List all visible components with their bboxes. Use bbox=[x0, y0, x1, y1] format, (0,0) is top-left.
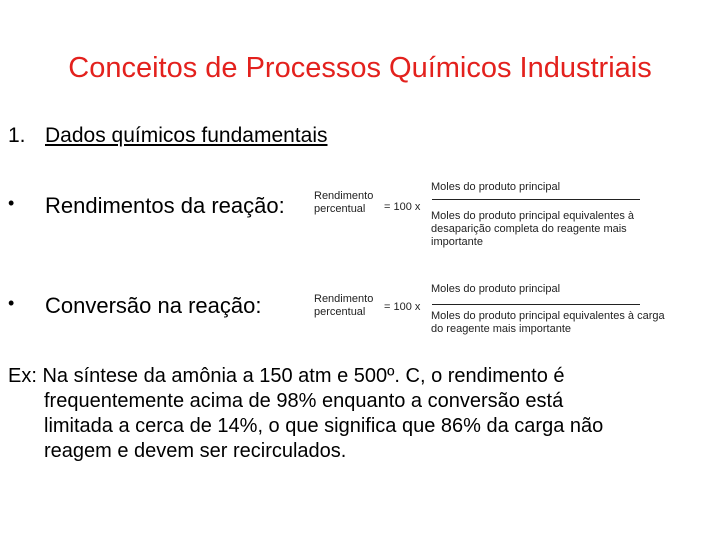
formula-lhs-line1: Rendimento bbox=[314, 190, 374, 202]
section-number: 1. bbox=[8, 124, 26, 147]
section-heading bbox=[8, 124, 328, 148]
section-text: Dados químicos fundamentais bbox=[45, 124, 328, 147]
formula-lhs-line1: Rendimento bbox=[314, 293, 374, 305]
formula-lhs-line2: percentual bbox=[314, 306, 366, 318]
formula-equals: = 100 x bbox=[384, 201, 421, 213]
slide-title: Conceitos de Processos Químicos Industriais bbox=[68, 52, 652, 84]
formula-lhs-line2: percentual bbox=[314, 203, 366, 215]
example-line: Ex: Na síntese da amônia a 150 atm e 500º. C, o rendimento é bbox=[8, 365, 565, 387]
formula-numerator: Moles do produto principal bbox=[431, 181, 561, 193]
example-line: frequentemente acima de 98% enquanto a conversão está bbox=[44, 390, 564, 412]
bullet-label: Rendimentos da reação: bbox=[45, 193, 285, 218]
fraction-bar bbox=[432, 199, 640, 200]
bullet-marker: • bbox=[8, 193, 15, 213]
example-paragraph bbox=[8, 364, 708, 464]
bullet-marker: • bbox=[8, 293, 15, 313]
example-line: limitada a cerca de 14%, o que significa que 86% da carga não bbox=[44, 415, 604, 437]
formula-lhs bbox=[314, 190, 373, 216]
formula-denominator: Moles do produto principal equivalentes à carga do reagente mais importante bbox=[431, 310, 665, 335]
example-line: reagem e devem ser recirculados. bbox=[44, 440, 347, 462]
formula-numerator: Moles do produto principal bbox=[431, 283, 561, 295]
bullet-label: Conversão na reação: bbox=[45, 293, 262, 318]
formula-denominator: Moles do produto principal equivalentes à desaparição completa do reagente mais importante bbox=[431, 210, 635, 248]
formula-equals: = 100 x bbox=[384, 301, 421, 313]
formula-lhs bbox=[314, 293, 373, 319]
fraction-bar bbox=[432, 304, 640, 305]
